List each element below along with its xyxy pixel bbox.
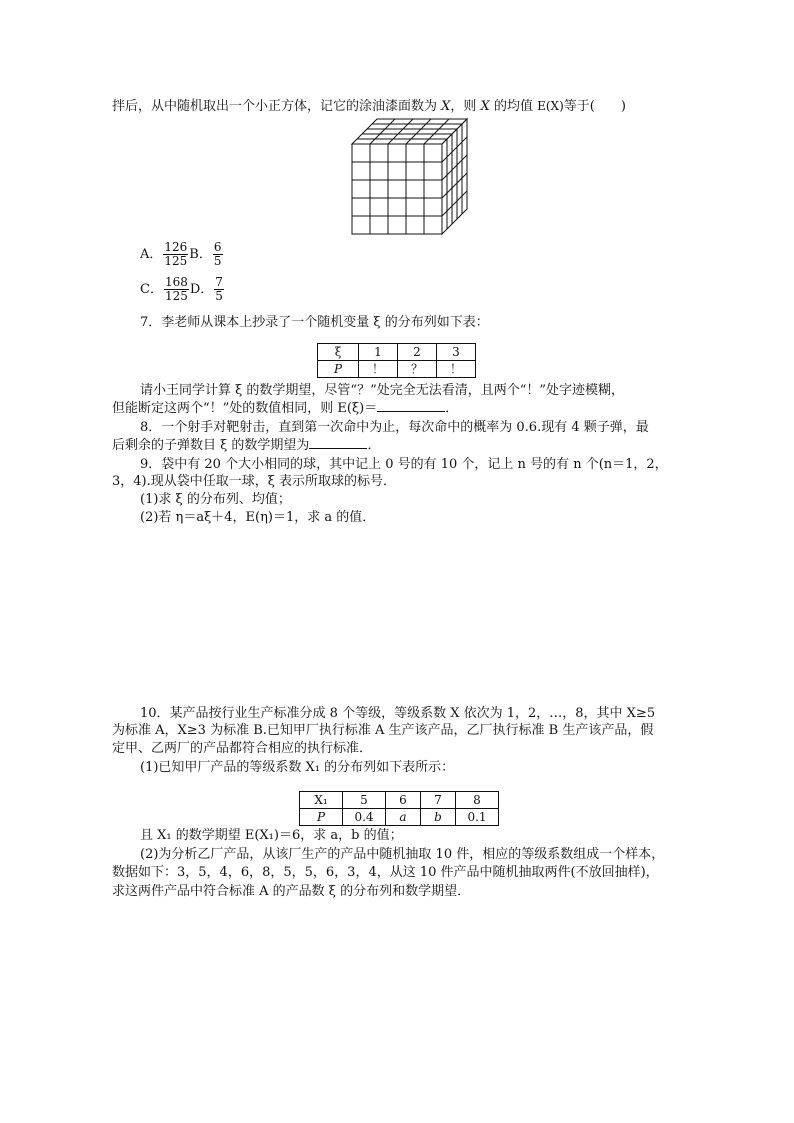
q6-options-cd	[140, 276, 225, 303]
option-a: A． $\frac{126}{125}$	[140, 240, 188, 268]
q8-line-2: 后剩余的子弹数目 ξ 的数学期望为 ．	[112, 438, 381, 453]
option-d-fraction: $\frac{7}{5}$	[215, 275, 223, 303]
table-row: ξ 1 2 3	[318, 344, 476, 361]
cube-figure	[348, 115, 473, 240]
option-b-fraction: $\frac{6}{5}$	[213, 240, 222, 268]
table-row: P ！ ？ ！	[318, 361, 476, 378]
q10-after-table: 且 X₁ 的数学期望 E(X₁)＝6，求 a，b 的值；	[140, 828, 403, 843]
q6-options-ab	[140, 241, 224, 268]
q6-stem-tail: 拌后，从中随机取出一个小正方体，记它的涂油漆面数为 X，则 X 的均值 E(X)等于( )	[112, 99, 626, 114]
q8-line-1: 8．一个射手对靶射击，直到第一次命中为止，每次命中的概率为 0.6.现有 4 颗子弹，最	[140, 420, 649, 435]
q9-line-2: 3，4).现从袋中任取一球，ξ 表示所取球的标号．	[112, 474, 397, 489]
table-row: P 0.4 a b 0.1	[300, 809, 499, 826]
q7-text-1: 请小王同学计算 ξ 的数学期望，尽管“？”处完全无法看清，且两个“！”处字迹模糊，	[140, 383, 625, 398]
q10-part-2-line-2: 数据如下：3，5，4，6，8，5，5，6，3，4，从这 10 件产品中随机抽取两件(不放回抽样)，	[112, 865, 659, 880]
q10-line-1: 10．某产品按行业生产标准分成 8 个等级，等级系数 X 依次为 1，2，…，8，其中 X≥5	[140, 706, 656, 721]
answer-blank	[377, 399, 445, 412]
answer-blank	[309, 436, 367, 449]
q10-part-2-line-1: (2)为分析乙厂产品，从该厂生产的产品中随机抽取 10 件，相应的等级系数组成一个样本，	[140, 847, 665, 862]
q10-line-2: 为标准 A，X≥3 为标准 B.已知甲厂执行标准 A 生产该产品，乙厂执行标准 B 生产该产品，假	[112, 723, 654, 738]
option-b: B． $\frac{6}{5}$	[189, 240, 222, 268]
q9-part-2: (2)若 η＝aξ＋4，E(η)＝1，求 a 的值．	[140, 510, 376, 525]
option-c: C． $\frac{168}{125}$	[140, 275, 188, 303]
q10-distribution-table	[299, 791, 499, 826]
option-c-fraction: $\frac{168}{125}$	[164, 275, 188, 303]
q9-line-1: 9．袋中有 20 个大小相同的球，其中记上 0 号的有 10 个，记上 n 号的有 n 个(n＝1，2，	[140, 457, 668, 472]
table-row: X₁ 5 6 7 8	[300, 792, 499, 809]
q7-text-2: 但能断定这两个“！”处的数值相同，则 E(ξ)＝ ．	[112, 401, 459, 416]
option-d: D． $\frac{7}{5}$	[189, 275, 223, 303]
q10-line-3: 定甲、乙两厂的产品都符合相应的执行标准．	[112, 741, 373, 756]
q7-distribution-table	[317, 343, 476, 378]
q9-part-1: (1)求 ξ 的分布列、均值；	[140, 492, 291, 507]
q10-part-2-line-3: 求这两件产品中符合标准 A 的产品数 ξ 的分布列和数学期望．	[112, 884, 471, 899]
q10-part-1: (1)已知甲厂产品的等级系数 X₁ 的分布列如下表所示：	[140, 760, 455, 775]
q7-stem: 7．李老师从课本上抄录了一个随机变量 ξ 的分布列如下表：	[140, 315, 489, 330]
option-a-fraction: $\frac{126}{125}$	[164, 240, 188, 268]
front-grid	[352, 144, 442, 234]
